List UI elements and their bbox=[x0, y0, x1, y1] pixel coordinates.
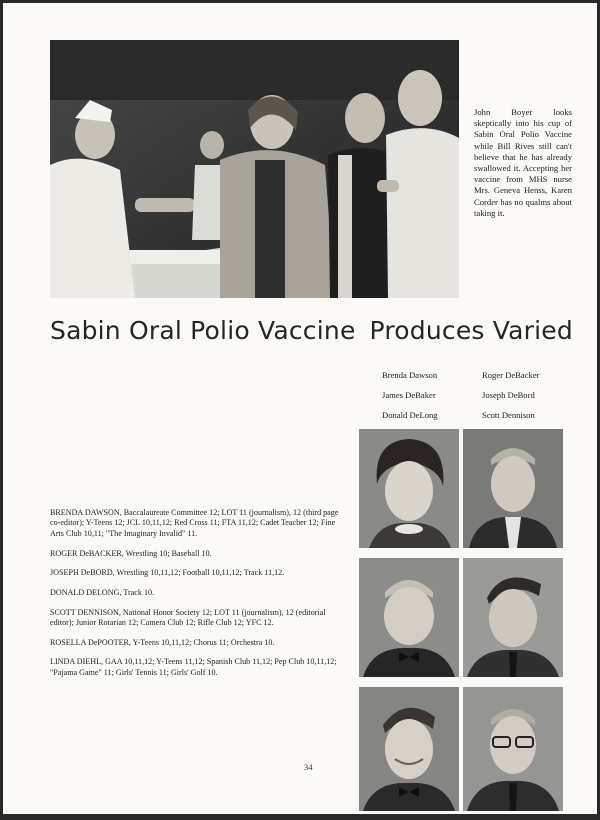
name-key-item: Scott Dennison bbox=[482, 410, 535, 420]
student-bios bbox=[50, 508, 346, 688]
bio-entry: SCOTT DENNISON, National Honor Society 12; LOT 11 (journalism), 12 (editorial editor); Junior Rotarian 12; Camera Club 12; Rifle Club 12; YFC 12. bbox=[50, 607, 326, 628]
name-key-item: Donald DeLong bbox=[382, 410, 438, 420]
vaccine-clinic-photo bbox=[50, 40, 459, 298]
headline-part-2: Produces Varied bbox=[369, 316, 573, 345]
bio-entry: ROSELLA DePOOTER, Y-Teens 10,11,12; Chorus 11; Orchestra 10. bbox=[50, 637, 275, 647]
name-key-item: Joseph DeBord bbox=[482, 390, 535, 400]
bio-entry: LINDA DIEHL, GAA 10,11,12; Y-Teens 11,12; Spanish Club 11,12; Pep Club 10,11,12; "Pajama Game" 11; Girls' Tennis 11; Girls' Golf 10. bbox=[50, 657, 337, 677]
headline-part-1: Sabin Oral Polio Vaccine bbox=[50, 316, 356, 345]
portrait-photo bbox=[359, 558, 459, 677]
portrait-photo bbox=[463, 429, 563, 548]
bio-entry: ROGER DeBACKER, Wrestling 10; Baseball 10. bbox=[50, 548, 212, 558]
portrait-photo bbox=[463, 687, 563, 811]
page-headline bbox=[50, 316, 573, 345]
portrait-photo bbox=[359, 687, 459, 811]
bio-entry: BRENDA DAWSON, Baccalaureate Committee 12; LOT 11 (journalism), 12 (third page co-editor); Y-Teens 12; JCL 10,11,12; Red Cross 11; FTA 11,12; Cadet Teacher 12; Fine Arts Club 10,11; "The Imaginary Invalid" 11. bbox=[50, 508, 339, 538]
photo-caption: John Boyer looks skeptically into his cup of Sabin Oral Polio Vaccine while Bill Rives still can't believe that he has already swallowed it. Accepting her vaccine from MHS nurse Mrs. Geneva Henss, Karen Corder has no qualms about taking it. bbox=[474, 107, 572, 218]
name-key-item: Brenda Dawson bbox=[382, 370, 438, 380]
portrait-photo bbox=[463, 558, 563, 677]
yearbook-page bbox=[3, 3, 597, 814]
name-key-item: Roger DeBacker bbox=[482, 370, 540, 380]
bio-entry: DONALD DELONG, Track 10. bbox=[50, 587, 155, 597]
page-number: 34 bbox=[304, 762, 313, 772]
bio-entry: JOSEPH DeBORD, Wrestling 10,11,12; Football 10,11,12; Track 11,12. bbox=[50, 568, 285, 578]
portrait-photo bbox=[359, 429, 459, 548]
name-key-item: James DeBaker bbox=[382, 390, 436, 400]
